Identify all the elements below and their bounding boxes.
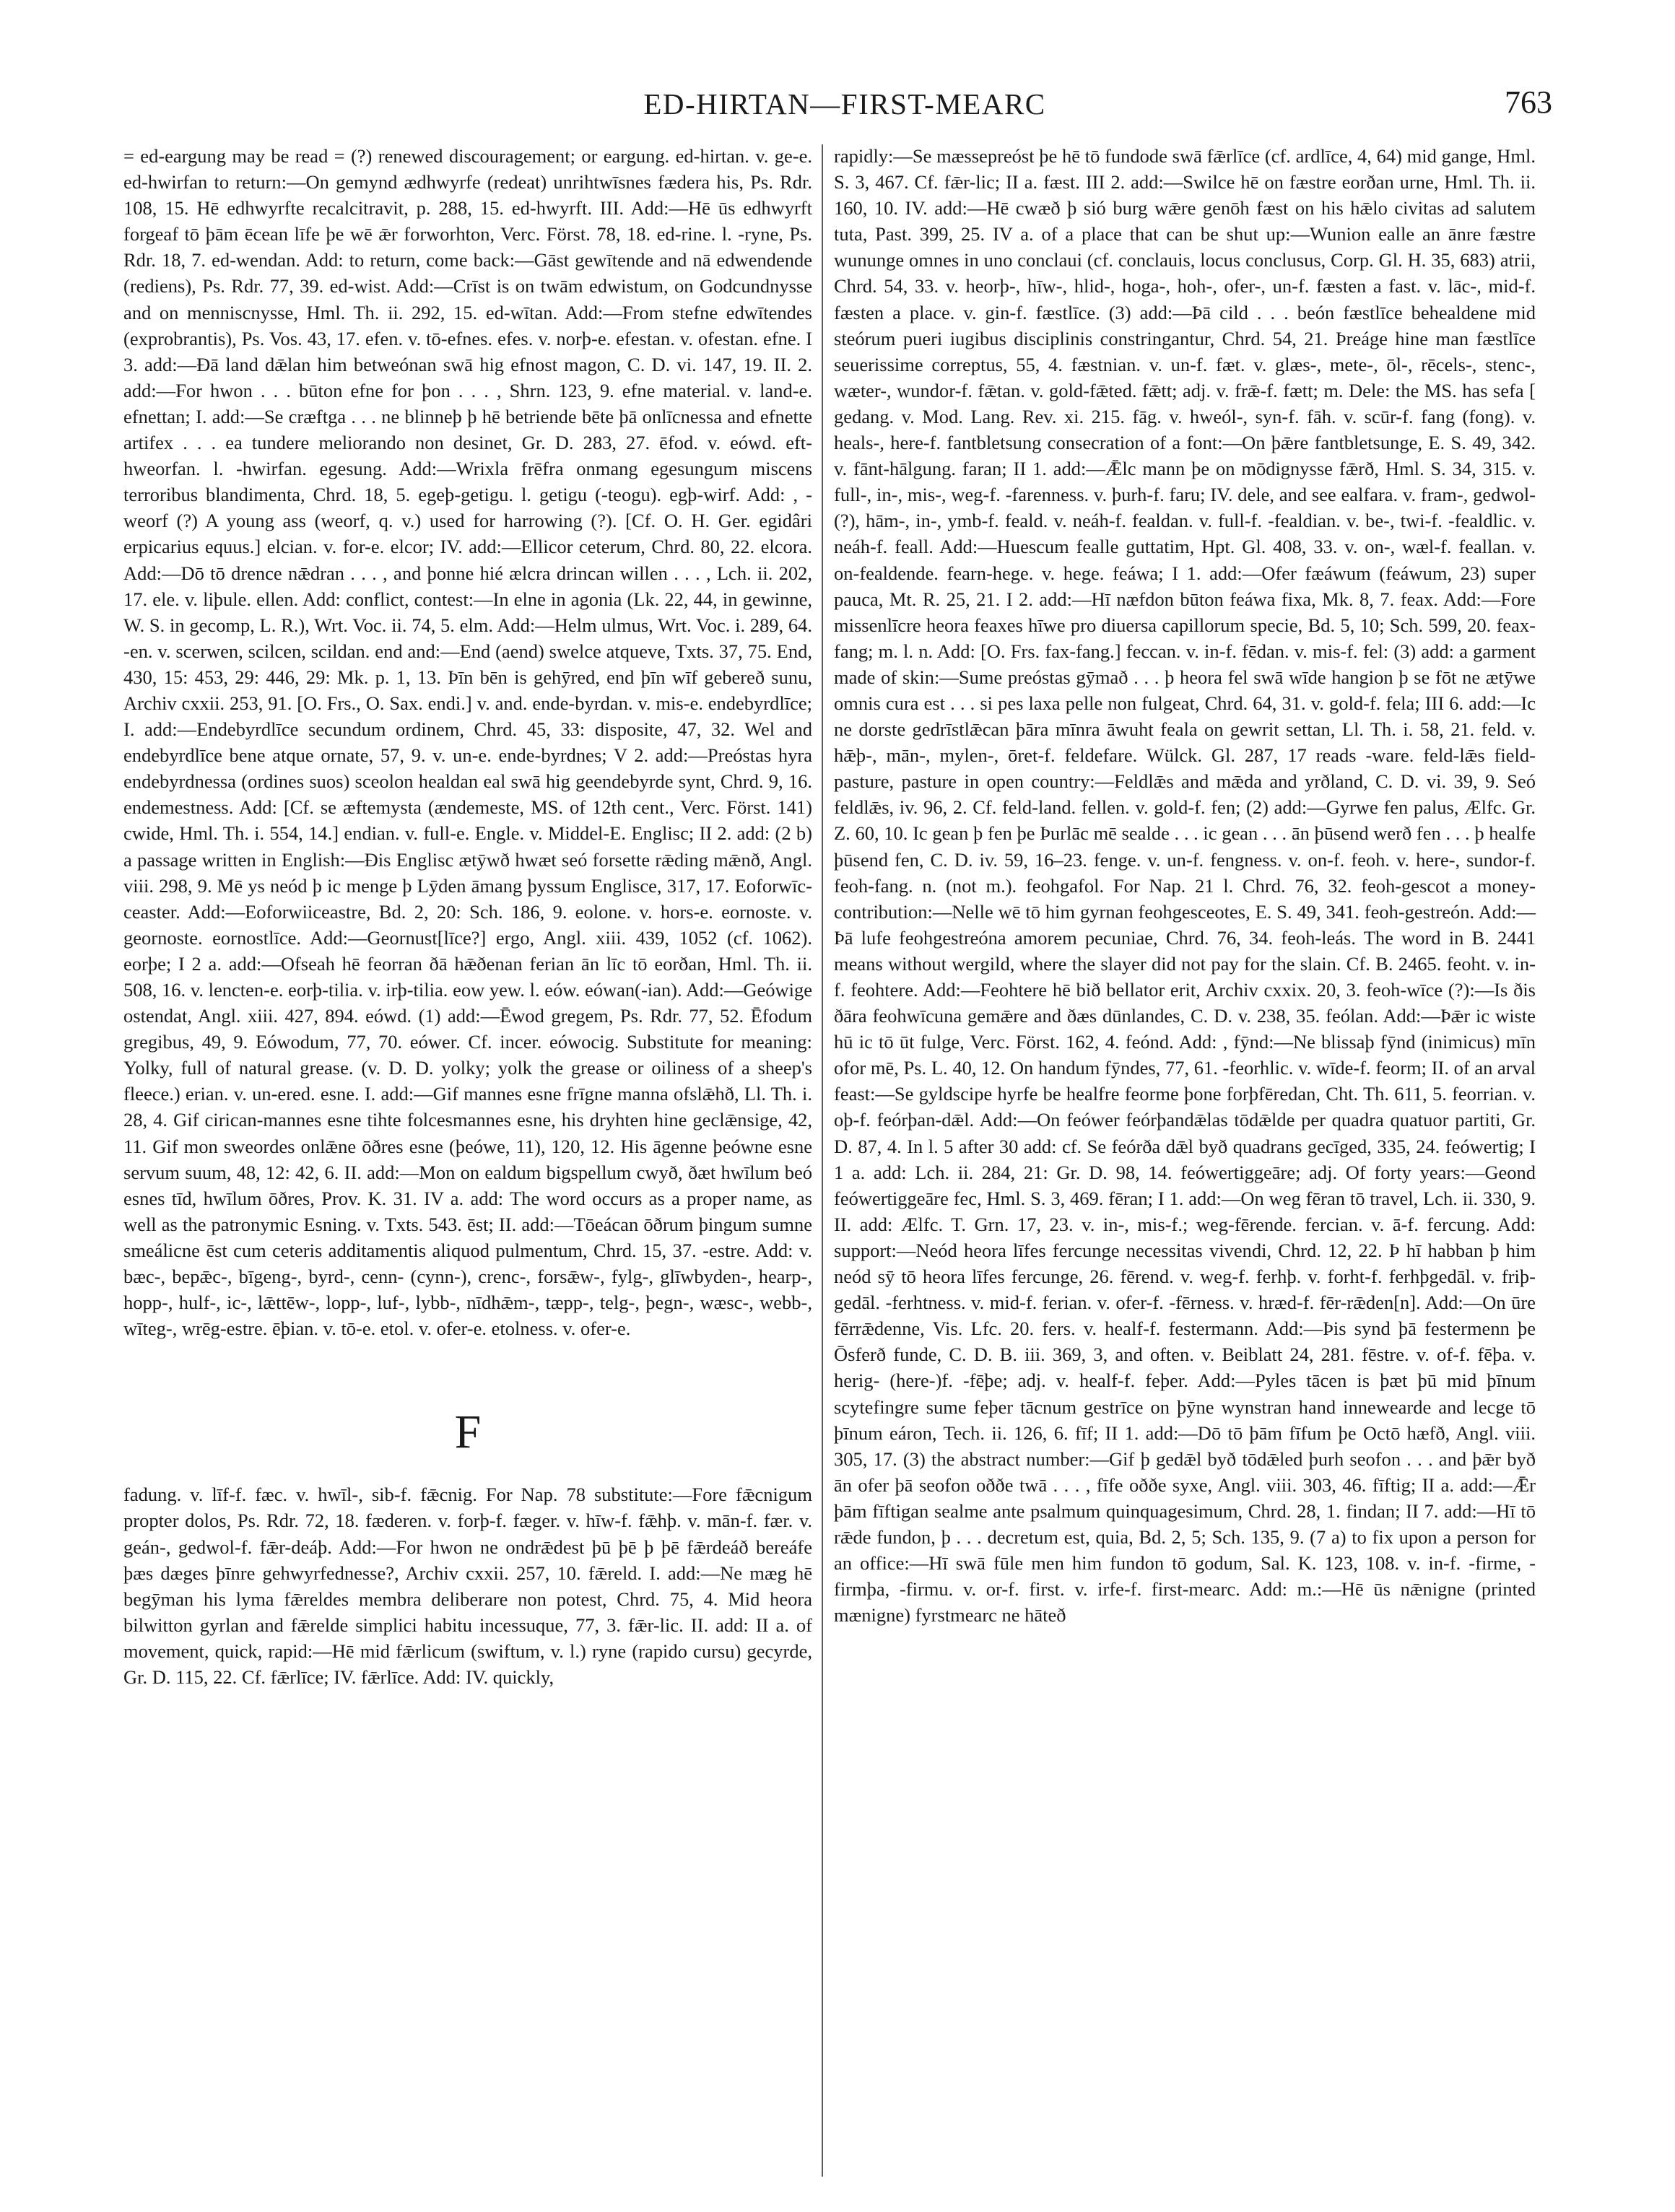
right-column (834, 143, 1536, 1628)
left-column-entries-e (123, 143, 812, 1341)
right-column-entries (834, 143, 1536, 1628)
page-title: ED-HIRTAN—FIRST-MEARC (643, 87, 1046, 121)
entries-text-right: rapidly:—Se mæssepreóst þe hē tō fundode swā fǣrlīce (cf. ardlīce, 4, 64) mid gange, Hml. S. 3, 467. Cf. fǣr-lic; II a. fæst. III 2. add:—Swilce hē on fæstre eorðan urne, Hml. Th. ii. 160, 10. IV. add:—Hē cwæð þ sió burg wǣre genōh fæst on his hǣlo civitas ad salutem tuta, Past. 399, 25. IV a. of a place that can be shut up:—Wunion ealle an ānre fæstre wununge omnes in uno conclaui (cf. conclauis, locus conclusus, Corp. Gl. H. 35, 683) atrii, Chrd. 54, 33. v. heorþ-, hīw-, hlid-, hoga-, hoh-, ofer-, un-f. fæsten a fast. v. lāc-, mid-f. fæsten a place. v. gin-f. fæstlīce. (3) add:—Þā cild . . . beón fæstlīce behealdene mid steórum pueri iugibus disciplinis constringantur, Chrd. 54, 21. Þreáge hine man fæstlīce seuerissime correptus, 55, 4. fæstnian. v. un-f. fæt. v. glæs-, mete-, ōl-, rēcels-, stenc-, wæter-, wundor-f. fǣtan. v. gold-fǣted. fǣtt; adj. v. frǣ-f. fætt; m. Dele: the MS. has sefa [ gedang. v. Mod. Lang. Rev. xi. 215. fāg. v. hweól-, syn-f. fāh. v. scūr-f. fang (fong). v. heals-, here-f. fantbletsung consecration of a font:—On þǣre fantbletsunge, E. S. 49, 342. v. fānt-hālgung. faran; II 1. add:—Ǣlc mann þe on mōdignysse fǣrð, Hml. S. 34, 315. v. full-, in-, mis-, weg-f. -farenness. v. þurh-f. faru; IV. dele, and see ealfara. v. fram-, gedwol- (?), hām-, in-, ymb-f. feald. v. neáh-f. fealdan. v. full-f. -fealdian. v. be-, twi-f. -fealdlic. v. neáh-f. feall. Add:—Huescum fealle guttatim, Hpt. Gl. 408, 33. v. on-, wæl-f. feallan. v. on-fealdende. fearn-hege. v. hege. feáwa; I 1. add:—Ofer fæáwum (feáwum, 23) super pauca, Mt. R. 25, 21. I 2. add:—Hī næfdon būton feáwa fixa, Mk. 8, 7. feax. Add:—Fore missenlīcre heora feaxes hīwe pro diuersa capillorum specie, Bd. 5, 10; Sch. 599, 20. feax-fang; m. l. n. Add: [O. Frs. fax-fang.] feccan. v. in-f. fēdan. v. mis-f. fel: (3) add: a garment made of skin:—Sume preóstas gȳmað . . . þ heora fel swā wīde hangion þ se fōt ne ætȳwe omnis cura est . . . si pes laxa pelle non fulgeat, Chrd. 64, 31. v. gold-f. fela; III 6. add:—Ic ne dorste gedrīstlǣcan þāra mīnra āwuht feala on gewrit settan, Ll. Th. i. 58, 21. feld. v. hǣþ-, mān-, mylen-, ōret-f. feldefare. Wülck. Gl. 287, 17 reads -ware. feld-lǣs field-pasture, pasture in open country:—Feldlǣs and mǣda and yrðland, C. D. vi. 39, 9. Seó feldlǣs, iv. 96, 2. Cf. feld-land. fellen. v. gold-f. fen; (2) add:—Gyrwe fen palus, Ælfc. Gr. Z. 60, 10. Ic gean þ fen þe Þurlāc mē sealde . . . ic gean . . . ān þūsend werð fen . . . þ healfe þūsend fen, C. D. iv. 59, 16–23. fenge. v. un-f. fengness. v. on-f. feoh. v. here-, sundor-f. feoh-fang. n. (not m.). feohgafol. For Nap. 21 l. Chrd. 76, 32. feoh-gescot a money-contribution:—Nelle wē tō him gyrnan feohgesceotes, E. S. 49, 341. feoh-gestreón. Add:—Þā lufe feohgestreóna amorem pecuniae, Chrd. 76, 34. feoh-leás. The word in B. 2441 means without wergild, where the slayer did not pay for the slain. Cf. B. 2465. feoht. v. in-f. feohtere. Add:—Feohtere hē bið bellator erit, Archiv cxxix. 20, 3. feoh-wīce (?):—Is ðis ðāra feohwīcuna gemǣre and ðæs dūnlandes, C. D. v. 238, 35. feólan. Add:—Þǣr ic wiste hū ic tō ūt fulge, Verc. Först. 162, 4. feónd. Add: , fȳnd:—Ne blissaþ fȳnd (inimicus) mīn ofor mē, Ps. L. 40, 12. On handum fȳndes, 77, 61. -feorhlic. v. wīde-f. feorm; II. of an arval feast:—Se gyldscipe hyrfe be healfre feorme þone forþfēredan, Cht. Th. 611, 5. feorrian. v. oþ-f. feórþan-dǣl. Add:—On feówer feórþandǣlas tōdǣlde per quadra quatuor partiti, Gr. D. 87, 4. In l. 5 after 30 add: cf. Se feórða dǣl byð quadrans gecīged, 335, 24. feówertig; I 1 a. add: Lch. ii. 284, 21: Gr. D. 98, 14. feówertiggeāre; adj. Of forty years:—Geond feówertiggeāre fec, Hml. S. 3, 469. fēran; I 1. add:—On weg fēran tō travel, Lch. ii. 330, 9. II. add: Ælfc. T. Grn. 17, 23. v. in-, mis-f.; weg-fērende. fercian. v. ā-f. fercung. Add: support:—Neód heora līfes fercunge necessitas vivendi, Chrd. 12, 22. Þ hī habban þ him neód sȳ tō heora līfes fercunge, 26. fērend. v. weg-f. ferhþ. v. forht-f. ferhþgedāl. v. friþ-gedāl. -ferhtness. v. mid-f. ferian. v. ofer-f. -fērness. v. hræd-f. fēr-rǣden[n]. Add:—On ūre fērrǣdenne, Vis. Lfc. 20. fers. v. healf-f. festermann. Add:—Þis synd þā festermenn þe Ōsferð funde, C. D. B. iii. 369, 3, and often. v. Beiblatt 24, 281. fēstre. v. of-f. fēþa. v. herig- (here-)f. -fēþe; adj. v. healf-f. feþer. Add:—Pyles tācen is þæt þū mid þīnum scytefingre sume feþer tācnum gestrīce on þȳne wynstran hand innewearde and lecge tō þīnum eáron, Tech. ii. 126, 6. fīf; II 1. add:—Dō tō þām fīfum þe Octō hæfð, Angl. viii. 305, 17. (3) the abstract number:—Gif þ gedǣl byð tōdǣled þurh seofon . . . and þǣr byð ān ofer þā seofon oððe twā . . . , fīfe oððe syxe, Angl. viii. 303, 46. fīftig; II a. add:—Ǣr þām fīftigan sealme ante psalmum quinquagesimum, Chrd. 28, 1. findan; II 7. add:—Hī tō rǣde fundon, þ . . . decretum est, quia, Bd. 2, 5; Sch. 135, 9. (7 a) to fix upon a person for an office:—Hī swā fūle men him fundon tō godum, Sal. K. 123, 108. v. in-f. -firme, -firmþa, -firmu. v. or-f. first. v. irfe-f. first-mearc. Add: m.:—Hē ūs nǣnigne (printed mænigne) fyrstmearc ne hāteð (834, 145, 1536, 1627)
page-number: 763 (1505, 84, 1552, 120)
column-divider (822, 144, 823, 2177)
entries-text-f: fadung. v. līf-f. fæc. v. hwīl-, sib-f. fǣcnig. For Nap. 78 substitute:—Fore fǣcnigum propter dolos, Ps. Rdr. 72, 18. fæderen. v. forþ-f. fæger. v. hīw-f. fǣhþ. v. mān-f. fær. v. geán-, gedwol-f. fǣr-deáþ. Add:—For hwon ne ondrǣdest þū þē þ þē fǣrdeáð bereáfe þæs dæges þīnre gehwyrfednesse?, Archiv cxxii. 257, 10. fǣreld. I. add:—Ne mæg hē begȳman his lyma fǣreldes membra deliberare non potest, Chrd. 75, 4. Mid heora bilwitton gyrlan and fǣrelde simplici habitu incessuque, 77, 3. fǣr-lic. II. add: II a. of movement, quick, rapid:—Hē mid fǣrlicum (swiftum, v. l.) ryne (rapido cursu) gecyrde, Gr. D. 115, 22. Cf. fǣrlīce; IV. fǣrlīce. Add: IV. quickly, (123, 1484, 812, 1688)
section-letter-heading: F (454, 1406, 482, 1459)
running-head (137, 84, 1552, 127)
entries-text-e: = ed-eargung may be read = (?) renewed discouragement; or eargung. ed-hirtan. v. ge-e. ed-hwirfan to return:—On gemynd ædhwyrfe (redeat) unrihtwīsnes fædera his, Ps. Rdr. 108, 15. Hē edhwyrfte recalcitravit, p. 288, 15. ed-hwyrft. III. Add:—Hē ūs edhwyrft forgeaf tō þām ēcean līfe þe wē ǣr forworhton, Verc. Först. 78, 18. ed-rine. l. -ryne, Ps. Rdr. 18, 7. ed-wendan. Add: to return, come back:—Gāst gewītende and nā edwendende (rediens), Ps. Rdr. 77, 39. ed-wist. Add:—Crīst is on twām edwistum, on Godcundnysse and on menniscnysse, Hml. Th. ii. 292, 15. ed-wītan. Add:—From stefne edwītendes (exprobrantis), Ps. Vos. 43, 17. efen. v. tō-efnes. efes. v. norþ-e. efestan. v. ofestan. efne. I 3. add:—Đā land dǣlan him betweónan swā hig efnost magon, C. D. vi. 147, 19. II. 2. add:—For hwon . . . būton efne for þon . . . , Shrn. 123, 9. efne material. v. land-e. efnettan; I. add:—Se cræftga . . . ne blinneþ þ hē betriende bēte þā onlīcnessa and efnette artifex . . . ea tundere meliorando non desinet, Gr. D. 283, 27. ēfod. v. eówd. eft-hweorfan. l. -hwirfan. egesung. Add:—Wrixla frēfra onmang egesungum miscens terroribus blandimenta, Chrd. 18, 5. egeþ-getigu. l. getigu (-teogu). egþ-wirf. Add: , -weorf (?) A young ass (weorf, q. v.) used for harrowing (?). [Cf. O. H. Ger. egidâri erpicarius equus.] elcian. v. for-e. elcor; IV. add:—Ellicor ceterum, Chrd. 80, 22. elcora. Add:—Dō tō drence nǣdran . . . , and þonne hié ælcra drincan willen . . . , Lch. ii. 202, 17. ele. v. liþule. ellen. Add: conflict, contest:—In elne in agonia (Lk. 22, 44, in gewinne, W. S. in gecomp, L. R.), Wrt. Voc. ii. 74, 5. elm. Add:—Helm ulmus, Wrt. Voc. i. 289, 64. -en. v. scerwen, scilcen, scildan. end and:—End (aend) swelce atqueve, Txts. 37, 75. End, 430, 15: 453, 29: 446, 29: Mk. p. 1, 13. Þīn bēn is gehȳred, end þīn wīf gebereð sunu, Archiv cxxii. 253, 91. [O. Frs., O. Sax. endi.] v. and. ende-byrdan. v. mis-e. endebyrdlīce; I. add:—Endebyrdlīce secundum ordinem, Chrd. 45, 33: disposite, 47, 32. Wel and endebyrdlīce bene atque ornate, 57, 9. v. un-e. ende-byrdnes; V 2. add:—Preóstas hyra endebyrdnessa (ordines suos) sceolon healdan eal swā hig geendebyrde synt, Chrd. 9, 16. endemestness. Add: [Cf. se æftemysta (ændemeste, MS. of 12th cent., Verc. Först. 141) cwide, Hml. Th. i. 554, 14.] endian. v. full-e. Engle. v. Middel-E. Englisc; II 2. add: (2 b) a passage written in English:—Đis Englisc ætȳwð hwæt seó forsette rǣding mǣnð, Angl. viii. 298, 9. Mē ys neód þ ic menge þ Lȳden āmang þyssum Englisce, 317, 17. Eoforwīc-ceaster. Add:—Eoforwiiceastre, Bd. 2, 20: Sch. 186, 9. eolone. v. hors-e. eornoste. v. geornoste. eornostlīce. Add:—Geornust[līce?] ergo, Angl. xiii. 439, 1052 (cf. 1062). eorþe; I 2 a. add:—Ofseah hē feorran ðā hǣðenan ferian ān līc tō eorðan, Hml. Th. ii. 508, 16. v. lencten-e. eorþ-tilia. v. irþ-tilia. eow yew. l. eów. eówan(-ian). Add:—Geówige ostendat, Angl. xiii. 427, 894. eówd. (1) add:—Ēwod gregem, Ps. Rdr. 77, 52. Ēfodum gregibus, 49, 9. Eówodum, 77, 70. eówer. Cf. incer. eówocig. Substitute for meaning: Yolky, full of natural grease. (v. D. D. yolky; yolk the grease or oiliness of a sheep's fleece.) erian. v. un-ered. esne. I. add:—Gif mannes esne frīgne manna ofslǣhð, Ll. Th. i. 28, 4. Gif cirican-mannes esne tihte folcesmannes esne, his dryhten hine geclǣnsige, 42, 11. Gif mon sweordes onlǣne ōðres esne (þeówe, 11), 120, 12. His āgenne þeówne esne servum suum, 48, 12: 42, 6. II. add:—Mon on ealdum bigspellum cwyð, ðæt hwīlum beó esnes tīd, hwīlum ōðres, Prov. K. 31. IV a. add: The word occurs as a proper name, as well as the patronymic Esning. v. Txts. 543. ēst; II. add:—Tōeácan ōðrum þingum sumne smeálicne ēst cum ceteris additamentis aliquod pulmentum, Chrd. 15, 37. -estre. Add: v. bæc-, bepǣc-, bīgeng-, byrd-, cenn- (cynn-), crenc-, forsǣw-, fylg-, glīwbyden-, hearp-, hopp-, hulf-, ic-, lǣttēw-, lopp-, luf-, lybb-, nīdhǣm-, tæpp-, telg-, þegn-, wæsc-, webb-, wīteg-, wrēg-estre. ēþian. v. tō-e. etol. v. ofer-e. etolness. v. ofer-e. (123, 145, 812, 1340)
left-column (123, 143, 812, 1690)
left-column-entries-f (123, 1481, 812, 1690)
